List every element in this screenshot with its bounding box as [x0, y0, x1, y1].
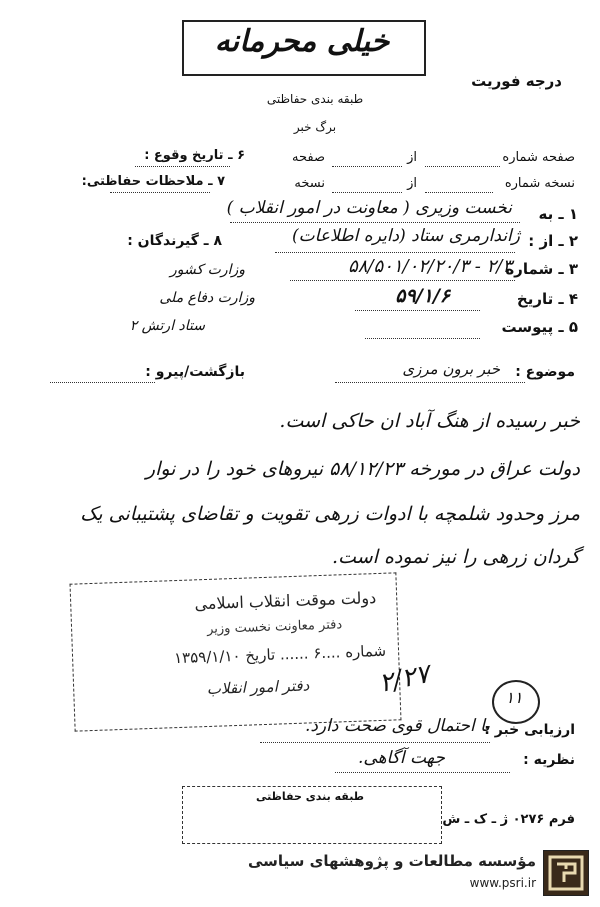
return-ref-label: بازگشت/پیرو :: [145, 364, 245, 380]
field4-date-value: ۵۹/۱/۶: [395, 285, 450, 307]
copy-number-label: نسخه شماره: [504, 176, 575, 191]
margin-note: ۲/۲۷: [376, 659, 433, 699]
field1-dots: [230, 222, 520, 223]
field4-dots: [355, 310, 480, 311]
page-number-dots: [425, 166, 500, 167]
subject-dots: [335, 382, 525, 383]
field3-dots: [290, 280, 515, 281]
field8-recipients-label: ۸ ـ گیرندگان :: [127, 233, 222, 249]
subject-label: موضوع :: [515, 364, 575, 380]
page-from-dots: [332, 166, 402, 167]
field7-security-notes-label: ۷ ـ ملاحظات حفاظتی:: [81, 174, 225, 189]
top-secret-stamp: خیلی محرمانه: [214, 24, 390, 59]
institute-logo-mark-icon: [544, 851, 588, 895]
field1-to-value: نخست وزیری ( معاونت در امور انقلاب ): [226, 198, 512, 218]
recipient-defense-ministry: وزارت دفاع ملی: [159, 290, 255, 306]
copy-word: نسخه: [294, 176, 325, 191]
field3-number-value: ۵۸/۵۰۱/۰۲/۲۰/۳ - ۲/۳: [348, 256, 512, 277]
opinion-value: جهت آگاهی.: [358, 748, 445, 768]
body-line-2: دولت عراق در مورخه ۵۸/۱۲/۲۳ نیروهای خود را در نوار: [145, 458, 580, 480]
field6-occurrence-date-label: ۶ ـ تاریخ وقوع :: [144, 148, 245, 163]
recipient-army-staff: ستاد ارتش ۲: [129, 318, 205, 334]
opinion-dots: [335, 772, 510, 773]
page-from-label: از: [407, 150, 417, 165]
institute-name: مؤسسه مطالعات و پژوهشهای سیاسی: [247, 852, 536, 870]
field7-dots: [110, 192, 210, 193]
body-line-3: مرز وحدود شلمچه با ادوات زرهی تقویت و تقاضای پشتیبانی یک: [80, 503, 580, 525]
body-line-1: خبر رسیده از هنگ آباد ان حاکی است.: [279, 410, 580, 432]
recipient-interior-ministry: وزارت کشور: [170, 262, 245, 278]
copy-from-label: از: [407, 176, 417, 191]
page-word: صفحه: [292, 150, 325, 165]
field3-number-label: ۳ ـ شماره: [505, 260, 578, 278]
field2-from-label: ۲ ـ از :: [528, 232, 578, 250]
return-ref-dots: [50, 382, 155, 383]
field4-date-label: ۴ ـ تاریخ: [516, 290, 578, 308]
evaluation-value: با احتمال قوی صحت دارد.: [304, 716, 490, 736]
classification-label: طبقه بندی حفاظتی: [266, 92, 364, 106]
field1-to-label: ۱ ـ به: [538, 205, 578, 223]
stamp-line-4: دفتر امور انقلاب: [206, 676, 310, 699]
form-code: فرم ۰۲۷۶ ژ ـ ک ـ ش: [442, 812, 575, 827]
institute-logo: [543, 850, 589, 896]
field2-dots: [275, 252, 515, 253]
urgency-label: درجه فوریت: [471, 72, 562, 90]
field6-dots: [135, 166, 230, 167]
copy-from-dots: [332, 192, 402, 193]
evaluation-label: ارزیابی خبر :: [484, 722, 575, 738]
opinion-label: نظریه :: [523, 752, 575, 768]
institute-url: www.psri.ir: [469, 876, 536, 890]
circle-note: ۱۱: [505, 688, 523, 707]
copy-number-dots: [425, 192, 493, 193]
field5-attachment-label: ۵ ـ پیوست: [501, 318, 578, 336]
receipt-stamp: [70, 572, 402, 731]
bottom-classification-label: طبقه بندی حفاظتی: [255, 790, 365, 803]
body-line-4: گردان زرهی را نیز نموده است.: [332, 546, 580, 568]
stamp-line-2: دفتر معاونت نخست وزیر: [206, 617, 343, 637]
field2-from-value: ژاندارمری ستاد (دایره اطلاعات): [292, 226, 520, 246]
stamp-line-1: دولت موقت انقلاب اسلامی: [194, 588, 377, 614]
subject-value: خبر برون مرزی: [402, 360, 500, 378]
stamp-line-3: شماره ....۶ ...... تاریخ ۱۳۵۹/۱/۱۰: [173, 641, 387, 668]
form-title: برگ خبر: [293, 120, 337, 134]
evaluation-dots: [260, 742, 490, 743]
page-number-label: صفحه شماره: [502, 150, 575, 165]
field5-dots: [365, 338, 480, 339]
